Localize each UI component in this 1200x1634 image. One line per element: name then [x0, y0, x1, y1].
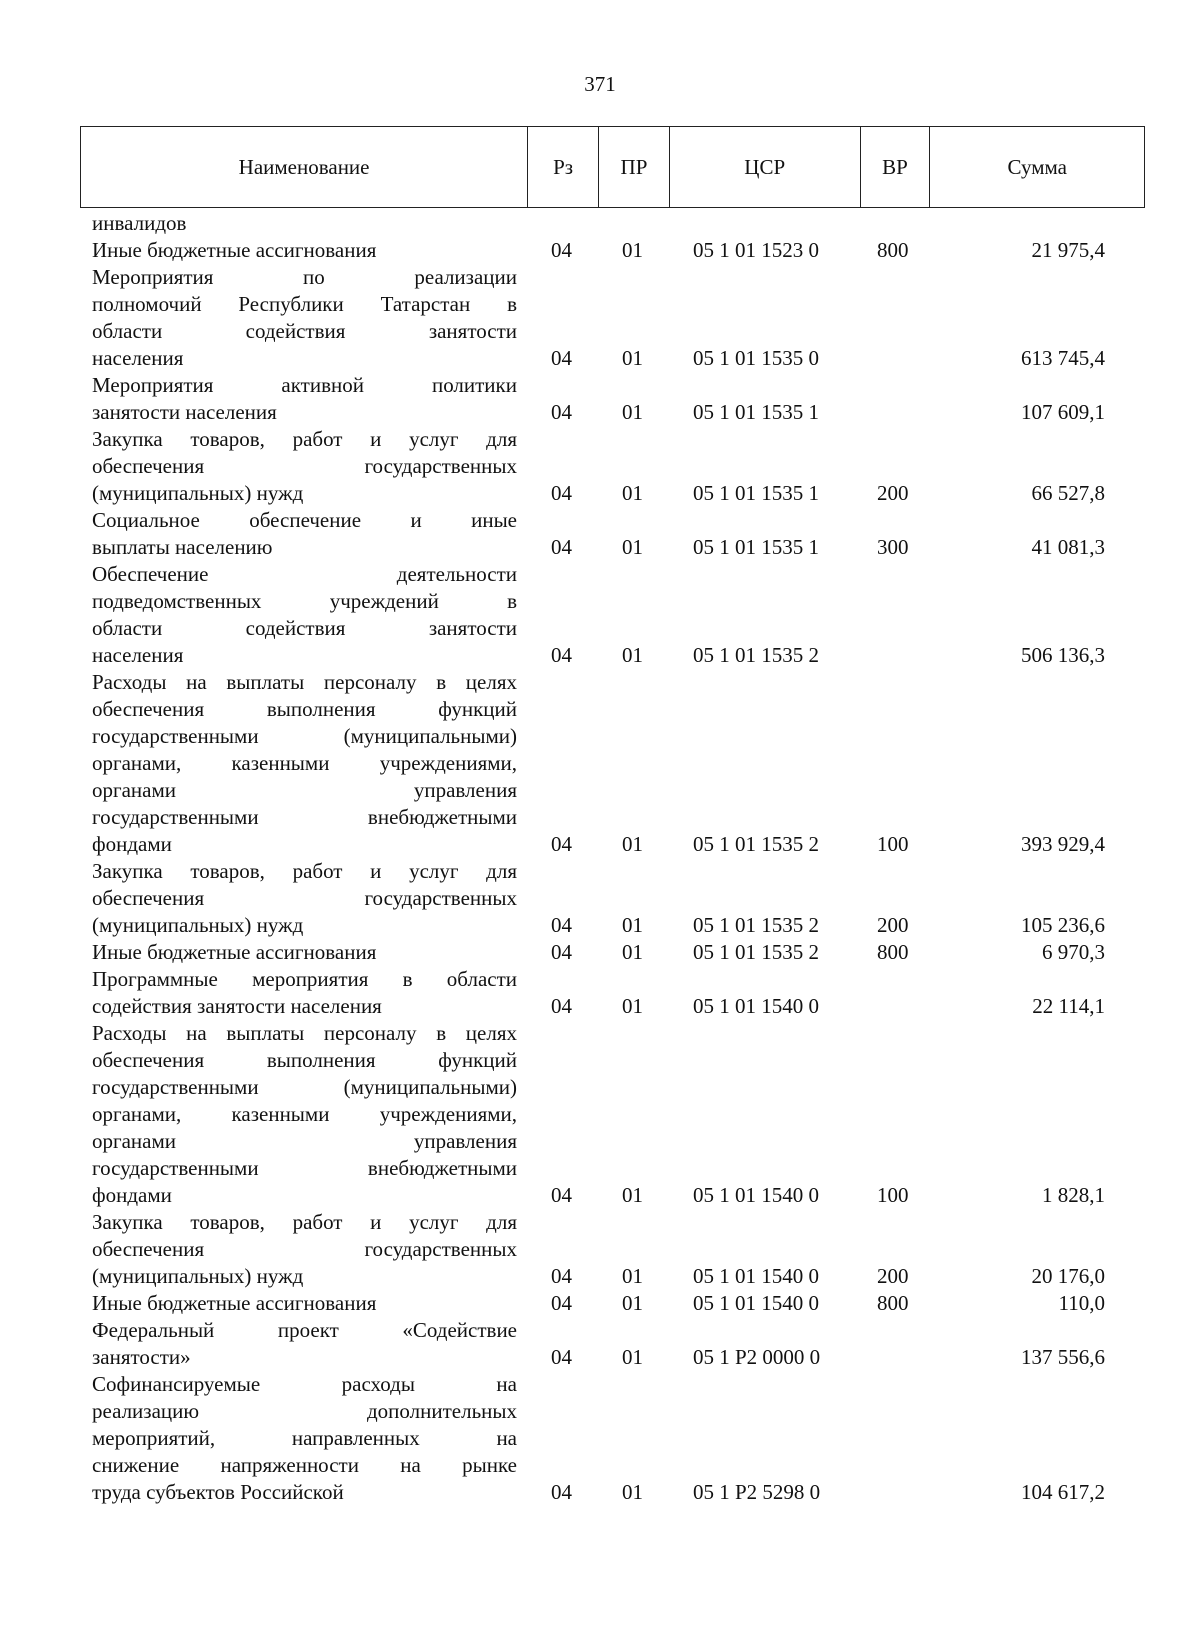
table-row — [0, 237, 1200, 264]
row-name-line: занятости» — [92, 1345, 191, 1369]
row-sum: 613 745,4 — [1021, 346, 1105, 370]
header-csr: ЦСР — [670, 127, 861, 207]
row-name-line: занятости населения — [92, 400, 277, 424]
header-sum: Сумма — [1007, 154, 1067, 179]
row-name-line: Обеспечение деятельности — [92, 562, 517, 586]
header-pr: ПР — [599, 127, 670, 207]
row-name-line: обеспечения государственных — [92, 454, 517, 478]
row-pr: 01 — [622, 400, 643, 424]
row-name-line: государственными внебюджетными — [92, 1156, 517, 1180]
row-sum: 20 176,0 — [1031, 1264, 1105, 1288]
row-sum: 393 929,4 — [1021, 832, 1105, 856]
row-sum: 6 970,3 — [1042, 940, 1105, 964]
table-row — [0, 1371, 1200, 1506]
row-name-line: Закупка товаров, работ и услуг для — [92, 427, 517, 451]
row-name-line: Расходы на выплаты персоналу в целях — [92, 1021, 517, 1045]
row-csr: 05 1 01 1535 2 — [693, 643, 819, 667]
row-pr: 01 — [622, 1264, 643, 1288]
row-name-line: Закупка товаров, работ и услуг для — [92, 859, 517, 883]
table-row — [0, 1020, 1200, 1209]
table-row — [0, 1290, 1200, 1317]
table-row — [0, 507, 1200, 561]
row-values — [0, 399, 1200, 426]
row-name-line: (муниципальных) нужд — [92, 913, 304, 937]
row-csr: 05 1 01 1535 1 — [693, 535, 819, 559]
table-body — [0, 210, 1200, 1506]
row-name-line: органами управления — [92, 778, 517, 802]
table-row — [0, 1317, 1200, 1371]
row-csr: 05 1 01 1535 0 — [693, 346, 819, 370]
row-name-line: Иные бюджетные ассигнования — [92, 940, 377, 964]
table-row — [0, 426, 1200, 507]
row-vr: 800 — [877, 940, 909, 964]
row-name-line: фондами — [92, 832, 172, 856]
row-vr: 800 — [877, 238, 909, 262]
row-name-line: Федеральный проект «Содействие — [92, 1318, 517, 1342]
row-name-line: (муниципальных) нужд — [92, 1264, 304, 1288]
row-rz: 04 — [551, 1264, 572, 1288]
row-rz: 04 — [551, 346, 572, 370]
row-vr: 200 — [877, 1264, 909, 1288]
row-name-line: области содействия занятости — [92, 616, 517, 640]
row-pr: 01 — [622, 346, 643, 370]
row-values — [0, 1263, 1200, 1290]
row-vr: 200 — [877, 481, 909, 505]
row-sum: 506 136,3 — [1021, 643, 1105, 667]
row-values — [0, 480, 1200, 507]
row-name-line: населения — [92, 643, 184, 667]
row-vr: 100 — [877, 832, 909, 856]
row-name-line: государственными (муниципальными) — [92, 1075, 517, 1099]
row-name-line: (муниципальных) нужд — [92, 481, 304, 505]
row-sum: 104 617,2 — [1021, 1480, 1105, 1504]
row-rz: 04 — [551, 940, 572, 964]
table-row — [0, 939, 1200, 966]
row-rz: 04 — [551, 832, 572, 856]
row-name-line: обеспечения выполнения функций — [92, 697, 517, 721]
row-pr: 01 — [622, 1183, 643, 1207]
header-vr: ВР — [861, 127, 931, 207]
row-name-line: органами, казенными учреждениями, — [92, 1102, 517, 1126]
row-name — [92, 1020, 517, 1209]
table-row — [0, 1209, 1200, 1290]
row-values — [0, 534, 1200, 561]
row-name-line: органами управления — [92, 1129, 517, 1153]
row-name-line: Социальное обеспечение и иные — [92, 508, 517, 532]
row-values — [0, 1290, 1200, 1317]
row-name-line: государственными внебюджетными — [92, 805, 517, 829]
row-sum: 110,0 — [1058, 1291, 1105, 1315]
row-name-line: Расходы на выплаты персоналу в целях — [92, 670, 517, 694]
row-sum: 137 556,6 — [1021, 1345, 1105, 1369]
row-csr: 05 1 01 1540 0 — [693, 1183, 819, 1207]
row-name-line: содействия занятости населения — [92, 994, 382, 1018]
row-csr: 05 1 01 1535 2 — [693, 913, 819, 937]
row-name-line: Иные бюджетные ассигнования — [92, 238, 377, 262]
row-sum: 1 828,1 — [1042, 1183, 1105, 1207]
row-name-line: населения — [92, 346, 184, 370]
row-vr: 100 — [877, 1183, 909, 1207]
row-values — [0, 831, 1200, 858]
row-csr: 05 1 01 1535 1 — [693, 400, 819, 424]
row-csr: 05 1 01 1535 2 — [693, 832, 819, 856]
row-name-line: выплаты населению — [92, 535, 273, 559]
table-row — [0, 264, 1200, 372]
row-rz: 04 — [551, 643, 572, 667]
row-rz: 04 — [551, 535, 572, 559]
table-row — [0, 372, 1200, 426]
row-values — [0, 237, 1200, 264]
page-number: 371 — [584, 72, 616, 96]
table-header — [80, 126, 1145, 208]
row-pr: 01 — [622, 940, 643, 964]
row-name-line: фондами — [92, 1183, 172, 1207]
row-name-line: государственными (муниципальными) — [92, 724, 517, 748]
row-csr: 05 1 01 1540 0 — [693, 994, 819, 1018]
row-name — [92, 669, 517, 858]
row-vr: 800 — [877, 1291, 909, 1315]
row-rz: 04 — [551, 994, 572, 1018]
row-values — [0, 345, 1200, 372]
row-rz: 04 — [551, 400, 572, 424]
row-pr: 01 — [622, 1291, 643, 1315]
row-values — [0, 642, 1200, 669]
row-values — [0, 1182, 1200, 1209]
row-values — [0, 1344, 1200, 1371]
row-rz: 04 — [551, 1183, 572, 1207]
table-row — [0, 966, 1200, 1020]
row-name-line: Иные бюджетные ассигнования — [92, 1291, 377, 1315]
row-name-line: инвалидов — [92, 211, 187, 235]
row-rz: 04 — [551, 1480, 572, 1504]
row-vr: 200 — [877, 913, 909, 937]
row-name-line: обеспечения выполнения функций — [92, 1048, 517, 1072]
row-csr: 05 1 P2 0000 0 — [693, 1345, 821, 1369]
row-name-line: области содействия занятости — [92, 319, 517, 343]
row-csr: 05 1 01 1540 0 — [693, 1264, 819, 1288]
row-name-line: реализацию дополнительных — [92, 1399, 517, 1423]
header-name: Наименование — [81, 127, 528, 207]
row-sum: 105 236,6 — [1021, 913, 1105, 937]
row-sum: 107 609,1 — [1021, 400, 1105, 424]
table-row — [0, 210, 1200, 237]
row-sum: 22 114,1 — [1032, 994, 1105, 1018]
row-name-line: снижение напряженности на рынке — [92, 1453, 517, 1477]
row-rz: 04 — [551, 1291, 572, 1315]
row-pr: 01 — [622, 913, 643, 937]
row-name-line: органами, казенными учреждениями, — [92, 751, 517, 775]
row-rz: 04 — [551, 481, 572, 505]
row-sum: 21 975,4 — [1031, 238, 1105, 262]
row-values — [0, 939, 1200, 966]
row-values — [0, 993, 1200, 1020]
row-sum: 41 081,3 — [1031, 535, 1105, 559]
row-pr: 01 — [622, 1480, 643, 1504]
row-name-line: подведомственных учреждений в — [92, 589, 517, 613]
table-row — [0, 669, 1200, 858]
row-name-line: Закупка товаров, работ и услуг для — [92, 1210, 517, 1234]
row-name-line: Мероприятия активной политики — [92, 373, 517, 397]
row-name-line: обеспечения государственных — [92, 886, 517, 910]
row-pr: 01 — [622, 1345, 643, 1369]
row-csr: 05 1 P2 5298 0 — [693, 1480, 821, 1504]
row-values — [0, 210, 1200, 237]
row-pr: 01 — [622, 481, 643, 505]
table-row — [0, 858, 1200, 939]
row-rz: 04 — [551, 238, 572, 262]
row-rz: 04 — [551, 1345, 572, 1369]
row-name-line: труда субъектов Российской — [92, 1480, 344, 1504]
row-pr: 01 — [622, 643, 643, 667]
row-csr: 05 1 01 1535 1 — [693, 481, 819, 505]
row-csr: 05 1 01 1535 2 — [693, 940, 819, 964]
row-sum: 66 527,8 — [1031, 481, 1105, 505]
row-name-line: полномочий Республики Татарстан в — [92, 292, 517, 316]
row-name-line: Программные мероприятия в области — [92, 967, 517, 991]
row-values — [0, 1479, 1200, 1506]
row-csr: 05 1 01 1540 0 — [693, 1291, 819, 1315]
row-csr: 05 1 01 1523 0 — [693, 238, 819, 262]
row-name-line: мероприятий, направленных на — [92, 1426, 517, 1450]
row-vr: 300 — [877, 535, 909, 559]
row-name-line: Мероприятия по реализации — [92, 265, 517, 289]
row-rz: 04 — [551, 913, 572, 937]
row-values — [0, 912, 1200, 939]
row-pr: 01 — [622, 238, 643, 262]
row-pr: 01 — [622, 832, 643, 856]
table-row — [0, 561, 1200, 669]
row-pr: 01 — [622, 994, 643, 1018]
row-name-line: обеспечения государственных — [92, 1237, 517, 1261]
header-rz: Рз — [528, 127, 599, 207]
row-name-line: Софинансируемые расходы на — [92, 1372, 517, 1396]
row-pr: 01 — [622, 535, 643, 559]
